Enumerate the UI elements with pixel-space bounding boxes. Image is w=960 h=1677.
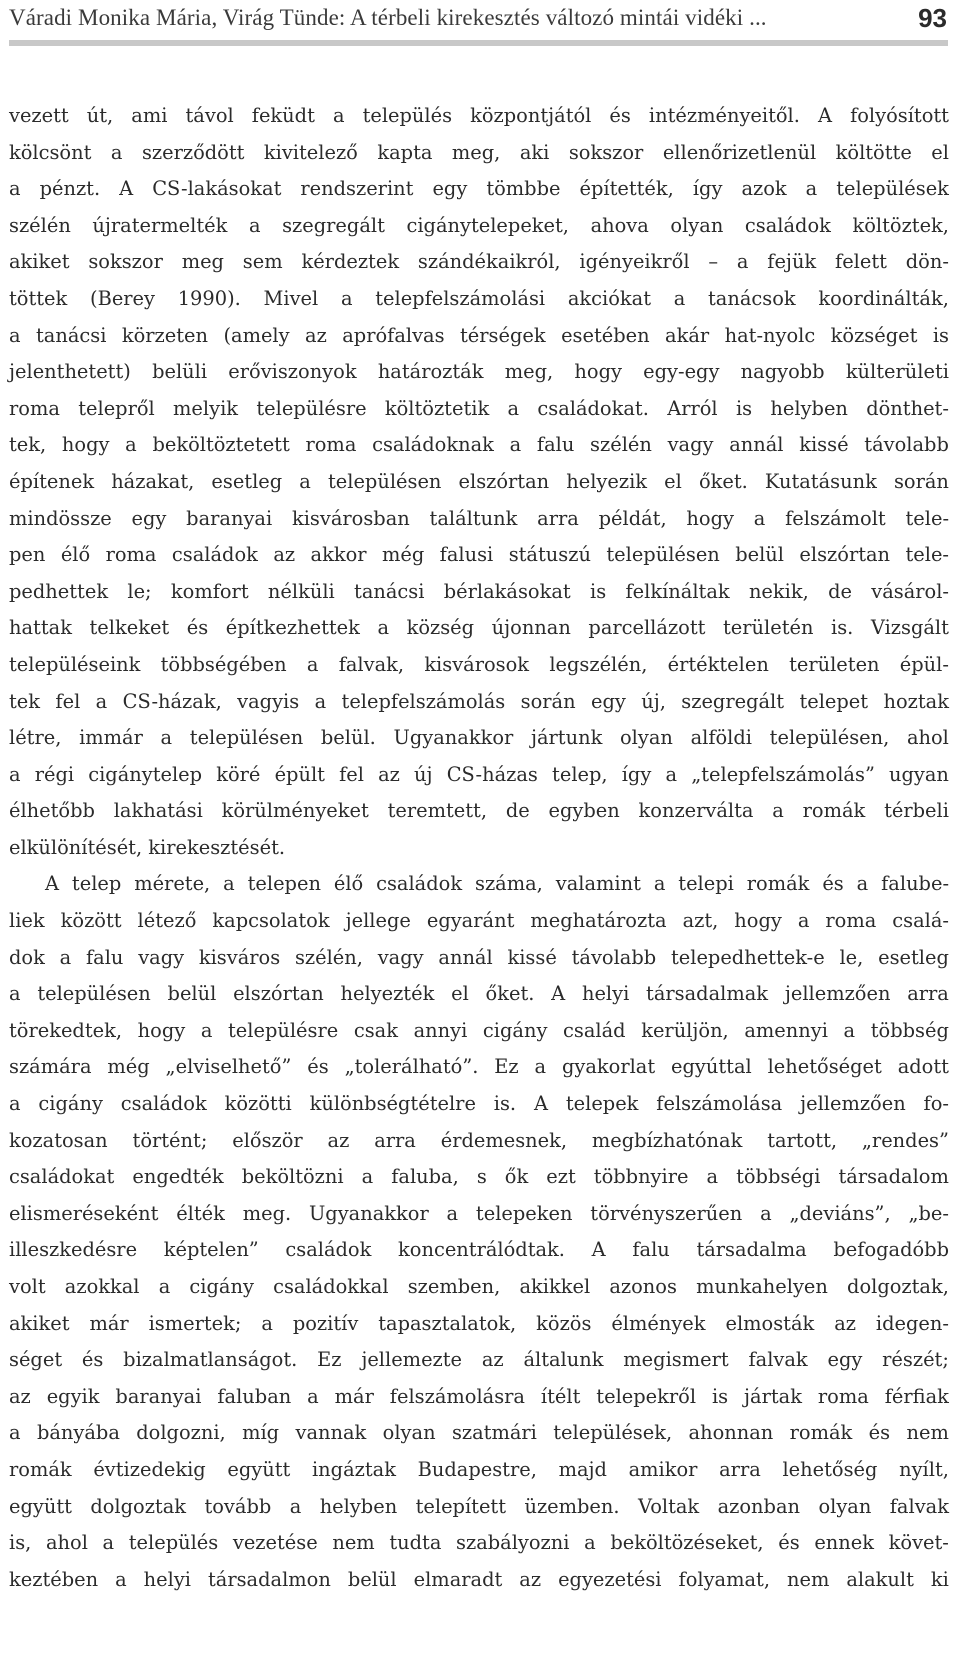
body-text: [9, 98, 949, 1598]
text-line: a pénzt. A CS-lakásokat rendszerint egy tömbbe építették, így azok a települések: [9, 177, 949, 201]
text-line: az egyik baranyai faluban a már felszámolásra ítélt telepekről is jártak roma férfiak: [9, 1384, 949, 1408]
text-line: séget és bizalmatlanságot. Ez jellemezte az általunk megismert falvak egy részét;: [9, 1348, 949, 1372]
text-line: akiket már ismertek; a pozitív tapasztalatok, közös élmények elmosták az idegen-: [9, 1311, 949, 1335]
text-line: a régi cigánytelep köré épült fel az új CS-házas telep, így a „telepfelszámolás” ugyan: [9, 762, 949, 786]
text-line: is, ahol a település vezetése nem tudta szabályozni a beköltözéseket, és ennek követ-: [9, 1531, 949, 1555]
text-line: településeink többségében a falvak, kisvárosok legszélén, értéktelen területen épül-: [9, 652, 949, 676]
text-line: akiket sokszor meg sem kérdeztek szándékaikról, igényeikről – a fejük felett dön-: [9, 250, 949, 274]
text-line: törekedtek, hogy a településre csak annyi cigány család kerüljön, amennyi a többség: [9, 1018, 949, 1042]
text-line: a településen belül elszórtan helyezték el őket. A helyi társadalmak jellemzően arra: [9, 982, 949, 1006]
text-line: roma telepről melyik településre költöztetik a családokat. Arról is helyben dönthet-: [9, 396, 949, 420]
text-line: töttek (Berey 1990). Mivel a telepfelszámolási akciókat a tanácsok koordinálták,: [9, 286, 949, 310]
text-line: hattak telkeket és építkezhettek a község újonnan parcellázott területén is. Vizsgált: [9, 616, 949, 640]
text-line: keztében a helyi társadalmon belül elmaradt az egyezetési folyamat, nem alakult ki: [9, 1567, 949, 1591]
text-line: romák évtizedekig együtt ingáztak Budapestre, majd amikor arra lehetőség nyílt,: [9, 1457, 949, 1481]
text-line: együtt dolgoztak tovább a helyben telepített üzemben. Voltak azonban olyan falvak: [9, 1494, 949, 1518]
header-rule: [9, 40, 948, 46]
text-line: tek fel a CS-házak, vagyis a telepfelszámolás során egy új, szegregált telepet hoztak: [9, 689, 949, 713]
text-line: számára még „elviselhető” és „tolerálható”. Ez a gyakorlat egyúttal lehetőséget adott: [9, 1055, 949, 1079]
text-line: a tanácsi körzeten (amely az aprófalvas térségek esetében akár hat-nyolc községet is: [9, 323, 949, 347]
text-line: volt azokkal a cigány családokkal szemben, akikkel azonos munkahelyen dolgoztak,: [9, 1275, 949, 1298]
text-line: élhetőbb lakhatási körülményeket teremtett, de egyben konzerválta a romák térbeli: [9, 799, 949, 823]
text-line: mindössze egy baranyai kisvárosban találtunk arra példát, hogy a felszámolt tele-: [9, 506, 949, 530]
text-line: szélén újratermelték a szegregált cigánytelepeket, ahova olyan családok költöztek,: [9, 213, 949, 237]
text-line: tek, hogy a beköltöztetett roma családoknak a falu szélén vagy annál kissé távolabb: [9, 433, 949, 457]
text-line: illeszkedésre képtelen” családok koncentrálódtak. A falu társadalma befogadóbb: [9, 1238, 949, 1262]
text-line: elismeréseként élték meg. Ugyanakkor a telepeken törvényszerűen a „deviáns”, „be-: [9, 1201, 949, 1225]
text-line: kölcsönt a szerződött kivitelező kapta meg, aki sokszor ellenőrizetlenül költötte el: [9, 140, 949, 164]
text-line: pen élő roma családok az akkor még falusi státuszú településen belül elszórtan tele-: [9, 543, 949, 567]
text-line: jelenthetett) belüli erőviszonyok határozták meg, hogy egy-egy nagyobb külterületi: [9, 360, 949, 384]
running-header: [9, 0, 949, 36]
page-number: 93: [918, 2, 947, 33]
text-line: a bányába dolgozni, míg vannak olyan szatmári települések, ahonnan romák és nem: [9, 1421, 949, 1445]
text-line: építenek házakat, esetleg a településen elszórtan helyezik el őket. Kutatásunk során: [9, 469, 949, 493]
text-line: pedhettek le; komfort nélküli tanácsi bérlakásokat is felkínáltak nekik, de vásárol-: [9, 579, 949, 603]
running-title: Váradi Monika Mária, Virág Tünde: A térbeli kirekesztés változó mintái vidéki ...: [9, 5, 767, 30]
text-line: kozatosan történt; először az arra érdemesnek, megbízhatónak tartott, „rendes”: [9, 1128, 949, 1152]
text-line: dok a falu vagy kisváros szélén, vagy annál kissé távolabb telepedhettek-e le, esetleg: [9, 945, 949, 969]
text-line: létre, immár a településen belül. Ugyanakkor jártunk olyan alföldi településen, ahol: [9, 726, 949, 750]
text-line: a cigány családok közötti különbségtételre is. A telepek felszámolása jellemzően fo-: [9, 1092, 949, 1116]
text-line: vezett út, ami távol feküdt a település központjától és intézményeitől. A folyósított: [9, 104, 949, 127]
text-line: A telep mérete, a telepen élő családok száma, valamint a telepi romák és a falube-: [45, 872, 949, 896]
text-line: családokat engedték beköltözni a faluba, s ők ezt többnyire a többségi társadalom: [9, 1165, 949, 1189]
text-line: elkülönítését, kirekesztését.: [9, 835, 286, 859]
text-line: liek között létező kapcsolatok jellege egyaránt meghatározta azt, hogy a roma csalá-: [9, 909, 949, 933]
